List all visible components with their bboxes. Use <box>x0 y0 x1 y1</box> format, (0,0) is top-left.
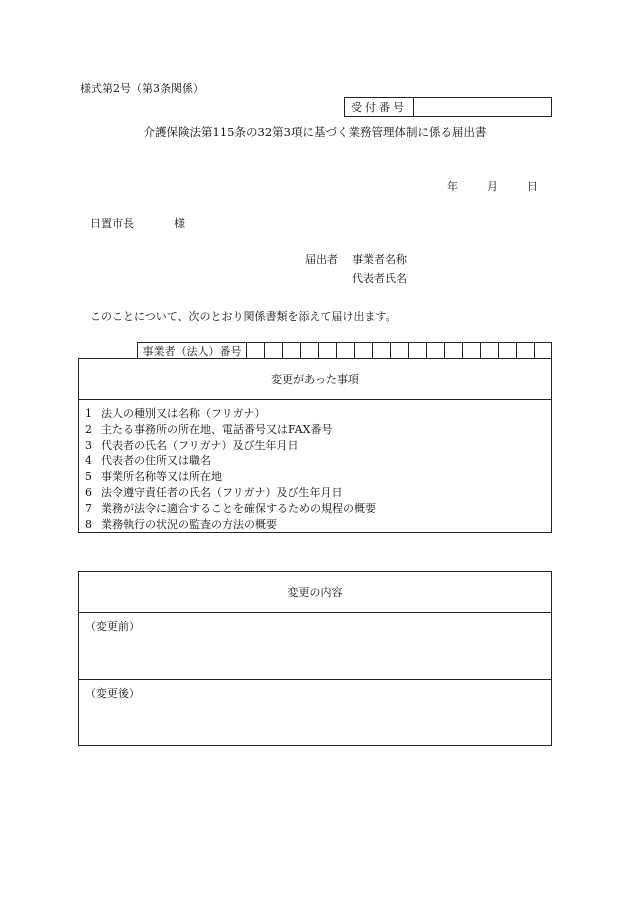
after-change-field[interactable] <box>79 680 551 747</box>
receipt-number-label: 受付番号 <box>345 98 414 116</box>
business-name-label: 事業者名称 <box>352 253 407 266</box>
list-item[interactable]: 5 事業所名称等又は所在地 <box>85 470 222 484</box>
business-number-digit[interactable] <box>445 343 463 358</box>
business-number-digit[interactable] <box>499 343 517 358</box>
date-month: 月 <box>487 180 498 193</box>
business-number-digit[interactable] <box>391 343 409 358</box>
business-number-digit[interactable] <box>373 343 391 358</box>
business-number-digit[interactable] <box>319 343 337 358</box>
receipt-number-box <box>344 97 552 117</box>
business-number-row <box>137 342 552 359</box>
addressee <box>90 215 185 231</box>
list-item[interactable]: 6 法令遵守責任者の氏名（フリガナ）及び生年月日 <box>85 485 343 499</box>
business-number-digit[interactable] <box>337 343 355 358</box>
list-item[interactable]: 1 法人の種別又は名称（フリガナ） <box>85 407 266 420</box>
business-number-digit[interactable] <box>409 343 427 358</box>
business-number-digit[interactable] <box>247 343 265 358</box>
receipt-number-field[interactable] <box>414 98 551 116</box>
date-line <box>447 178 538 194</box>
list-item[interactable]: 4 代表者の住所又は職名 <box>85 454 211 468</box>
notifier-label: 届出者 <box>305 253 338 266</box>
business-number-digit[interactable] <box>265 343 283 358</box>
business-number-label: 事業者（法人）番号 <box>138 343 247 358</box>
changed-items-list <box>79 400 551 532</box>
addressee-name: 日置市長 <box>90 217 134 230</box>
document-title: 介護保険法第115条の32第3項に基づく業務管理体制に係る届出書 <box>143 125 487 139</box>
business-number-digit[interactable] <box>283 343 301 358</box>
business-number-digit[interactable] <box>355 343 373 358</box>
body-text: このことについて、次のとおり関係書類を添えて届け出ます。 <box>90 310 397 323</box>
before-change-label: （変更前） <box>85 620 140 633</box>
list-item[interactable]: 7 業務が法令に適合することを確保するための規程の概要 <box>85 501 376 515</box>
representative-name-label: 代表者氏名 <box>352 272 407 285</box>
addressee-honorific: 様 <box>174 217 185 230</box>
business-number-digit[interactable] <box>481 343 499 358</box>
business-number-digit[interactable] <box>301 343 319 358</box>
after-change-label: （変更後） <box>85 687 140 700</box>
list-item[interactable]: 8 業務執行の状況の監査の方法の概要 <box>85 517 277 531</box>
list-item[interactable]: 3 代表者の氏名（フリガナ）及び生年月日 <box>85 438 299 452</box>
before-change-field[interactable] <box>79 613 551 680</box>
business-number-digit[interactable] <box>463 343 481 358</box>
list-item[interactable]: 2 主たる事務所の所在地、電話番号又はFAX番号 <box>85 422 333 436</box>
date-year: 年 <box>447 180 458 193</box>
date-day: 日 <box>527 180 538 193</box>
business-number-digit[interactable] <box>427 343 445 358</box>
business-number-digit[interactable] <box>535 343 551 358</box>
changed-items-table <box>78 358 552 533</box>
changed-items-heading: 変更があった事項 <box>79 359 551 400</box>
change-details-heading: 変更の内容 <box>79 572 551 613</box>
change-details-table <box>78 571 552 746</box>
form-number: 様式第2号（第3条関係） <box>80 82 204 95</box>
business-number-digit[interactable] <box>517 343 535 358</box>
